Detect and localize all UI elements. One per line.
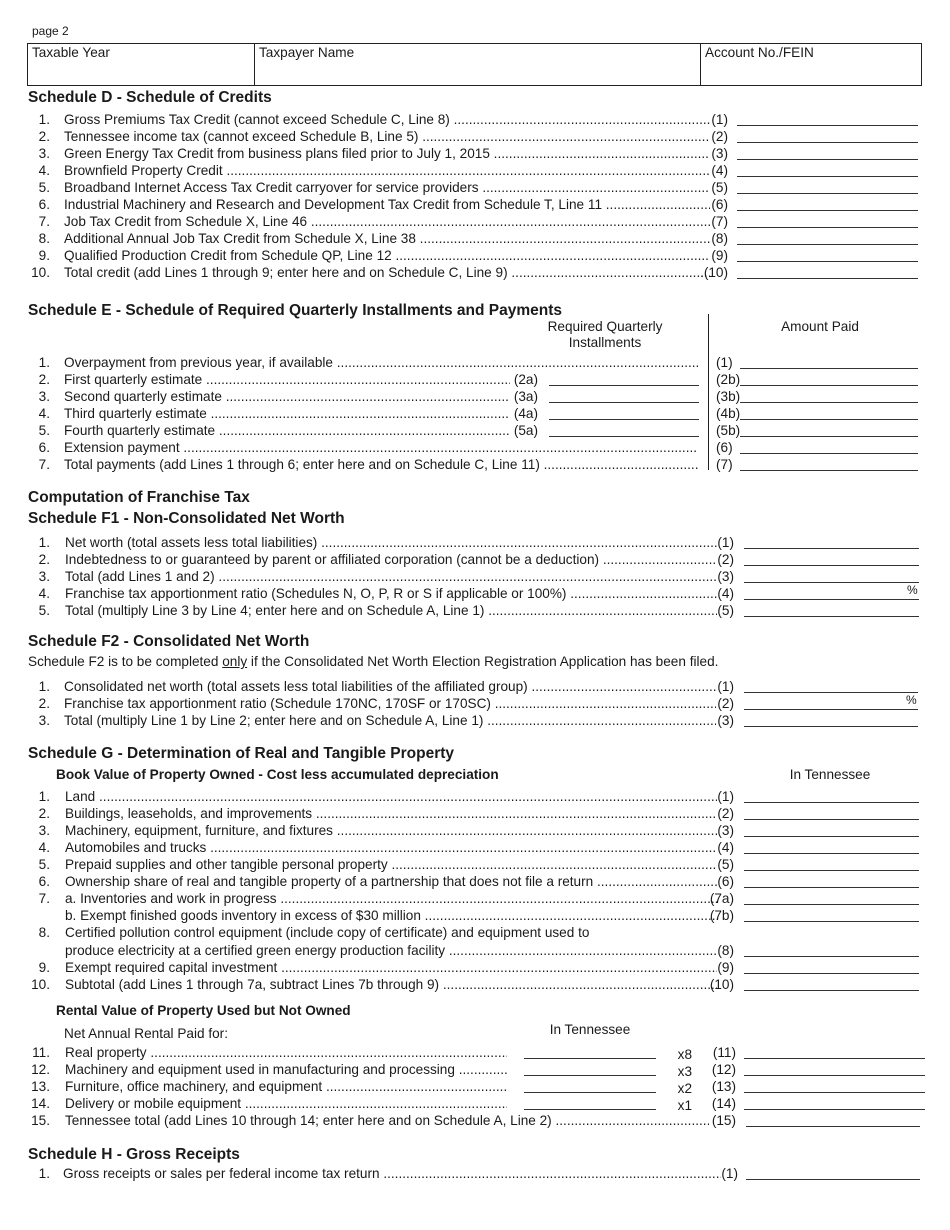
line-label [64, 264, 710, 281]
leader-dots [215, 423, 510, 438]
line-tag: (3) [717, 713, 734, 728]
line-text: Third quarterly estimate [64, 406, 207, 421]
property-value-input[interactable] [744, 839, 919, 854]
rental-paid-input[interactable] [524, 1095, 656, 1110]
line-number: 6. [38, 440, 50, 455]
line-text: Second quarterly estimate [64, 389, 222, 404]
line-tag: (2b) [716, 372, 741, 387]
taxable-year-field[interactable]: Taxable Year [28, 44, 255, 85]
property-value-input[interactable] [744, 959, 919, 974]
line-number: 5. [38, 180, 50, 195]
leader-dots [206, 840, 717, 855]
line-text: Furniture, office machinery, and equipment [65, 1079, 323, 1094]
line-tag: (3) [711, 146, 728, 161]
line-text: b. Exempt finished goods inventory in excess of $30 million [65, 908, 421, 923]
installment-tag: (3a) [513, 389, 538, 404]
line-text: Machinery and equipment used in manufacturing and processing [65, 1062, 455, 1077]
line-text: Exempt required capital investment [65, 960, 278, 975]
multiplier: x2 [677, 1081, 692, 1096]
line-number: 4. [38, 406, 50, 421]
leader-dots [307, 214, 710, 229]
line-tag: (4) [717, 586, 734, 601]
line-label [64, 213, 710, 230]
line-tag: (2) [711, 129, 728, 144]
leader-dots [602, 197, 710, 212]
line-text: Industrial Machinery and Research and Development Tax Credit from Schedule T, Line 11 [64, 197, 602, 212]
line-label [64, 111, 710, 128]
line-tag: (1) [711, 112, 728, 127]
schedule-d-title: Schedule D - Schedule of Credits [28, 89, 272, 106]
amount-input[interactable] [737, 247, 918, 262]
schedule-f2-title: Schedule F2 - Consolidated Net Worth [28, 633, 310, 650]
line-label [64, 456, 698, 473]
leader-dots [593, 874, 717, 889]
line-number: 4. [38, 163, 50, 178]
page-label: page 2 [32, 24, 69, 38]
amount-input[interactable] [737, 179, 918, 194]
line-label [65, 551, 717, 568]
multiplier: x8 [677, 1047, 692, 1062]
line-tag: (4) [711, 163, 728, 178]
line-label [65, 585, 717, 602]
line-tag: (11) [712, 1045, 736, 1060]
line-text: Franchise tax apportionment ratio (Schedules N, O, P, R or S if applicable or 100%) [65, 586, 567, 601]
line-text: Automobiles and trucks [65, 840, 207, 855]
schedule-e-title: Schedule E - Schedule of Required Quarterly Installments and Payments [28, 302, 563, 319]
leader-dots [450, 112, 710, 127]
leader-dots [455, 1062, 507, 1077]
line-tag: (10) [709, 977, 734, 992]
amount-input[interactable] [737, 128, 918, 143]
line-label [65, 959, 717, 976]
property-value-input[interactable] [744, 907, 919, 922]
line-tag: (8) [717, 943, 734, 958]
schedule-f2-note [28, 654, 718, 669]
line-tag: .(10) [700, 265, 728, 280]
line-text: Gross receipts or sales per federal income tax return [63, 1166, 380, 1181]
line-tag: (3) [717, 823, 734, 838]
line-label [64, 678, 716, 695]
in-tennessee-header: In Tennessee [789, 767, 871, 782]
rental-paid-for: Net Annual Rental Paid for: [64, 1026, 228, 1041]
line-number: 13. [31, 1079, 50, 1094]
line-tag: (1) [716, 355, 733, 370]
line-text: Green Energy Tax Credit from business plans filed prior to July 1, 2015 [64, 146, 490, 161]
line-label [65, 1078, 507, 1095]
line-text: Machinery, equipment, furniture, and fixtures [65, 823, 333, 838]
rental-paid-input[interactable] [524, 1078, 656, 1093]
required-installments-header-l1: Required Quarterly [547, 319, 663, 334]
line-tag: (4b) [716, 406, 741, 421]
leader-dots [540, 457, 698, 472]
line-label [64, 405, 510, 422]
schedule-e-divider [708, 314, 709, 470]
amount-input[interactable] [744, 551, 919, 566]
line-label [65, 805, 717, 822]
line-tag: (1) [721, 1166, 738, 1181]
installment-tag: (2a) [513, 372, 538, 387]
installment-input[interactable] [549, 388, 699, 403]
line-label [65, 788, 717, 805]
line-number: 8. [38, 925, 50, 940]
line-text: produce electricity at a certified green energy production facility [65, 943, 446, 958]
line-text: Overpayment from previous year, if available [64, 355, 333, 370]
line-text: Fourth quarterly estimate [64, 423, 216, 438]
line-text: Total (add Lines 1 and 2) [65, 569, 215, 584]
leader-dots [552, 1113, 709, 1128]
line-text: Total credit (add Lines 1 through 9; enter here and on Schedule C, Line 9) [64, 265, 508, 280]
line-tag: (9) [717, 960, 734, 975]
line-text: Job Tax Credit from Schedule X, Line 46 [64, 214, 308, 229]
property-value-input[interactable] [744, 890, 919, 905]
line-tag: (6) [717, 874, 734, 889]
property-value-input[interactable] [744, 976, 919, 991]
schedule-f1-title: Schedule F1 - Non-Consolidated Net Worth [28, 510, 345, 527]
amount-input[interactable] [737, 111, 918, 126]
leader-dots [392, 248, 710, 263]
line-text: Subtotal (add Lines 1 through 7a, subtract Lines 7b through 9) [65, 977, 440, 992]
leader-dots [418, 129, 710, 144]
leader-dots [147, 1045, 507, 1060]
line-tag: (9) [711, 248, 728, 263]
line-number: 11. [32, 1045, 50, 1060]
note-part-2: if the Consolidated Net Worth Election Registration Application has been filed. [247, 654, 719, 669]
line-label [64, 128, 710, 145]
line-text: Total (multiply Line 1 by Line 2; enter here and on Schedule A, Line 1) [64, 713, 484, 728]
leader-dots [312, 806, 717, 821]
rental-value-input[interactable] [744, 1061, 925, 1076]
line-label [64, 145, 710, 162]
installment-input[interactable] [549, 405, 699, 420]
line-tag: (14) [711, 1096, 736, 1111]
leader-dots [566, 586, 717, 601]
installment-input[interactable] [549, 422, 699, 437]
leader-dots [222, 389, 510, 404]
leader-dots [416, 231, 710, 246]
required-installments-header [525, 319, 685, 351]
schedule-g-title: Schedule G - Determination of Real and Tangible Property [28, 745, 455, 762]
amount-input[interactable] [737, 162, 918, 177]
property-value-input[interactable] [744, 942, 919, 957]
line-number: 2. [38, 806, 50, 821]
line-label [65, 907, 717, 924]
leader-dots [223, 163, 710, 178]
installment-input[interactable] [549, 371, 699, 386]
line-label [65, 1095, 507, 1112]
line-label [64, 439, 698, 456]
line-label [65, 856, 717, 873]
leader-dots [439, 977, 717, 992]
tennessee-total-input[interactable] [746, 1112, 920, 1127]
line-tag: (5b) [716, 423, 741, 438]
leader-dots [388, 857, 717, 872]
note-part-1: Schedule F2 is to be completed [28, 654, 223, 669]
line-number: 15. [31, 1113, 50, 1128]
line-label [65, 890, 717, 907]
line-label [65, 822, 717, 839]
line-number: 1. [38, 789, 50, 804]
line-label [65, 976, 717, 993]
line-number: 1. [38, 1166, 50, 1181]
line-text: Tennessee total (add Lines 10 through 14; enter here and on Schedule A, Line 2) [65, 1113, 552, 1128]
line-tag: (1) [717, 679, 734, 694]
line-label [64, 422, 510, 439]
amount-paid-header: Amount Paid [781, 319, 859, 334]
leader-dots [380, 1166, 721, 1181]
leader-dots [599, 552, 717, 567]
leader-dots [333, 355, 698, 370]
property-value-input[interactable] [744, 805, 919, 820]
line-text: Total (multiply Line 3 by Line 4; enter here and on Schedule A, Line 1) [65, 603, 485, 618]
line-tag: (3b) [716, 389, 741, 404]
line-label [65, 1061, 507, 1078]
leader-dots [202, 372, 510, 387]
line-text: Brownfield Property Credit [64, 163, 223, 178]
line-number: 2. [38, 129, 50, 144]
leader-dots [333, 823, 717, 838]
installment-tag: (4a) [513, 406, 538, 421]
line-number: 4. [38, 840, 50, 855]
line-tag: (5) [711, 180, 728, 195]
line-number: 1. [38, 355, 50, 370]
leader-dots [215, 569, 717, 584]
line-tag: (8) [711, 231, 728, 246]
line-number: 10. [31, 265, 50, 280]
line-tag: (7a) [709, 891, 734, 906]
line-text: First quarterly estimate [64, 372, 203, 387]
leader-dots [317, 535, 717, 550]
line-number: 10. [31, 977, 50, 992]
line-text: Certified pollution control equipment (include copy of certificate) and equipment used to [65, 925, 590, 940]
line-label [65, 602, 717, 619]
leader-dots [483, 713, 716, 728]
amount-input[interactable] [744, 602, 919, 617]
line-label [65, 924, 717, 941]
line-number: 3. [38, 569, 50, 584]
line-tag: (7) [711, 214, 728, 229]
line-label [63, 1165, 721, 1182]
amount-input[interactable] [744, 712, 918, 727]
line-number: 1. [38, 679, 50, 694]
multiplier: x1 [677, 1098, 692, 1113]
line-tag: (12) [711, 1062, 736, 1077]
line-label [65, 534, 717, 551]
line-number: 14. [31, 1096, 50, 1111]
header-table [27, 43, 922, 86]
line-tag: (5) [717, 603, 734, 618]
property-value-input[interactable] [744, 856, 919, 871]
line-text: Franchise tax apportionment ratio (Schedule 170NC, 170SF or 170SC) [64, 696, 491, 711]
line-tag: (13) [711, 1079, 736, 1094]
line-text: Gross Premiums Tax Credit (cannot exceed Schedule C, Line 8) [64, 112, 450, 127]
line-label [65, 873, 717, 890]
line-text: Prepaid supplies and other tangible personal property [65, 857, 388, 872]
line-tag: (2) [717, 806, 734, 821]
line-label [64, 354, 698, 371]
amount-input[interactable] [737, 264, 918, 279]
note-only: only [222, 654, 248, 669]
line-tag: (6) [716, 440, 733, 455]
line-number: 7. [38, 891, 50, 906]
line-number: 3. [38, 713, 50, 728]
line-text: Buildings, leaseholds, and improvements [65, 806, 313, 821]
leader-dots [479, 180, 710, 195]
line-tag: (1) [717, 535, 734, 550]
franchise-title: Computation of Franchise Tax [28, 489, 250, 506]
amount-input[interactable] [737, 145, 918, 160]
rental-in-tennessee-header: In Tennessee [549, 1022, 631, 1037]
rental-value-input[interactable] [744, 1078, 925, 1093]
line-label [65, 942, 717, 959]
line-tag: (3) [717, 569, 734, 584]
amount-input[interactable] [744, 585, 919, 600]
account-no-field[interactable]: Account No./FEIN [705, 45, 814, 60]
leader-dots [207, 406, 510, 421]
amount-input[interactable] [744, 534, 919, 549]
amount-paid-input[interactable] [740, 456, 918, 471]
line-tag: (6) [711, 197, 728, 212]
line-number: 1. [38, 112, 50, 127]
leader-dots [277, 960, 717, 975]
line-label [65, 1112, 709, 1129]
line-number: 3. [38, 146, 50, 161]
line-text: Broadband Internet Access Tax Credit carryover for service providers [64, 180, 479, 195]
percent-sign: % [906, 693, 917, 707]
line-number: 7. [38, 214, 50, 229]
leader-dots [241, 1096, 507, 1111]
multiplier: x3 [677, 1064, 692, 1079]
installment-tag: (5a) [513, 423, 538, 438]
amount-input[interactable] [737, 213, 918, 228]
line-label [64, 695, 716, 712]
rental-heading: Rental Value of Property Used but Not Owned [56, 1003, 351, 1018]
line-number: 3. [38, 389, 50, 404]
line-number: 2. [38, 372, 50, 387]
line-tag: (5) [717, 857, 734, 872]
property-value-input[interactable] [744, 822, 919, 837]
leader-dots [445, 943, 717, 958]
schedule-h-title: Schedule H - Gross Receipts [28, 1146, 240, 1163]
line-tag: (15) [711, 1113, 736, 1128]
amount-paid-input[interactable] [740, 439, 918, 454]
line-number: 3. [38, 823, 50, 838]
line-tag: (7) [716, 457, 733, 472]
line-number: 1. [38, 535, 50, 550]
line-text: Total payments (add Lines 1 through 6; enter here and on Schedule C, Line 11) [64, 457, 540, 472]
line-text: Indebtedness to or guaranteed by parent or affiliated corporation (cannot be a deduction) [65, 552, 600, 567]
leader-dots [508, 265, 710, 280]
line-label [65, 568, 717, 585]
line-text: Tennessee income tax (cannot exceed Schedule B, Line 5) [64, 129, 419, 144]
amount-paid-input[interactable] [740, 405, 918, 420]
amount-input[interactable] [737, 196, 918, 211]
line-number: 12. [31, 1062, 50, 1077]
leader-dots [322, 1079, 507, 1094]
amount-input[interactable] [746, 1165, 920, 1180]
line-label [64, 388, 510, 405]
amount-paid-input[interactable] [740, 388, 918, 403]
leader-dots [277, 891, 717, 906]
amount-input[interactable] [737, 230, 918, 245]
leader-dots [180, 440, 698, 455]
line-number: 5. [38, 423, 50, 438]
line-text: Net worth (total assets less total liabilities) [65, 535, 318, 550]
line-label [64, 712, 716, 729]
rental-value-input[interactable] [744, 1044, 925, 1059]
amount-paid-input[interactable] [740, 371, 918, 386]
line-text: Qualified Production Credit from Schedule QP, Line 12 [64, 248, 392, 263]
line-label [65, 839, 717, 856]
line-label [64, 179, 710, 196]
line-label [64, 162, 710, 179]
leader-dots [528, 679, 716, 694]
line-number: 6. [38, 874, 50, 889]
line-tag: (7b) [709, 908, 734, 923]
amount-input[interactable] [744, 568, 919, 583]
percent-sign: % [907, 583, 918, 597]
leader-dots [490, 146, 710, 161]
amount-paid-input[interactable] [740, 354, 918, 369]
line-text: Ownership share of real and tangible property of a partnership that does not file a return [65, 874, 594, 889]
rental-paid-input[interactable] [524, 1061, 656, 1076]
line-tag: (1) [717, 789, 734, 804]
line-text: Land [65, 789, 96, 804]
line-number: 4. [38, 586, 50, 601]
line-label [65, 1044, 507, 1061]
book-value-heading: Book Value of Property Owned - Cost less accumulated depreciation [56, 767, 499, 782]
line-number: 9. [38, 960, 50, 975]
line-text: Additional Annual Job Tax Credit from Schedule X, Line 38 [64, 231, 416, 246]
line-tag: (2) [717, 552, 734, 567]
line-label [64, 371, 510, 388]
line-number: 6. [38, 197, 50, 212]
line-text: a. Inventories and work in progress [65, 891, 277, 906]
line-label [64, 247, 710, 264]
leader-dots [491, 696, 716, 711]
line-number: 9. [38, 248, 50, 263]
taxpayer-name-field[interactable]: Taxpayer Name [255, 44, 701, 85]
property-value-input[interactable] [744, 788, 919, 803]
line-text: Delivery or mobile equipment [65, 1096, 242, 1111]
line-tag: (4) [717, 840, 734, 855]
leader-dots [421, 908, 717, 923]
leader-dots [95, 789, 717, 804]
line-text: Consolidated net worth (total assets less total liabilities of the affiliated group) [64, 679, 528, 694]
amount-paid-input[interactable] [740, 422, 918, 437]
line-number: 2. [38, 696, 50, 711]
line-label [64, 230, 710, 247]
line-number: 8. [38, 231, 50, 246]
line-tag: (2) [717, 696, 734, 711]
amount-input[interactable] [744, 695, 918, 710]
line-text: Real property [65, 1045, 147, 1060]
line-label [64, 196, 710, 213]
line-number: 2. [38, 552, 50, 567]
property-value-input[interactable] [744, 873, 919, 888]
line-number: 5. [38, 857, 50, 872]
rental-paid-input[interactable] [524, 1044, 656, 1059]
line-number: 5. [38, 603, 50, 618]
line-text: Extension payment [64, 440, 180, 455]
leader-dots [484, 603, 717, 618]
line-number: 7. [38, 457, 50, 472]
required-installments-header-l2: Installments [568, 335, 642, 350]
amount-input[interactable] [744, 678, 918, 693]
rental-value-input[interactable] [744, 1095, 925, 1110]
